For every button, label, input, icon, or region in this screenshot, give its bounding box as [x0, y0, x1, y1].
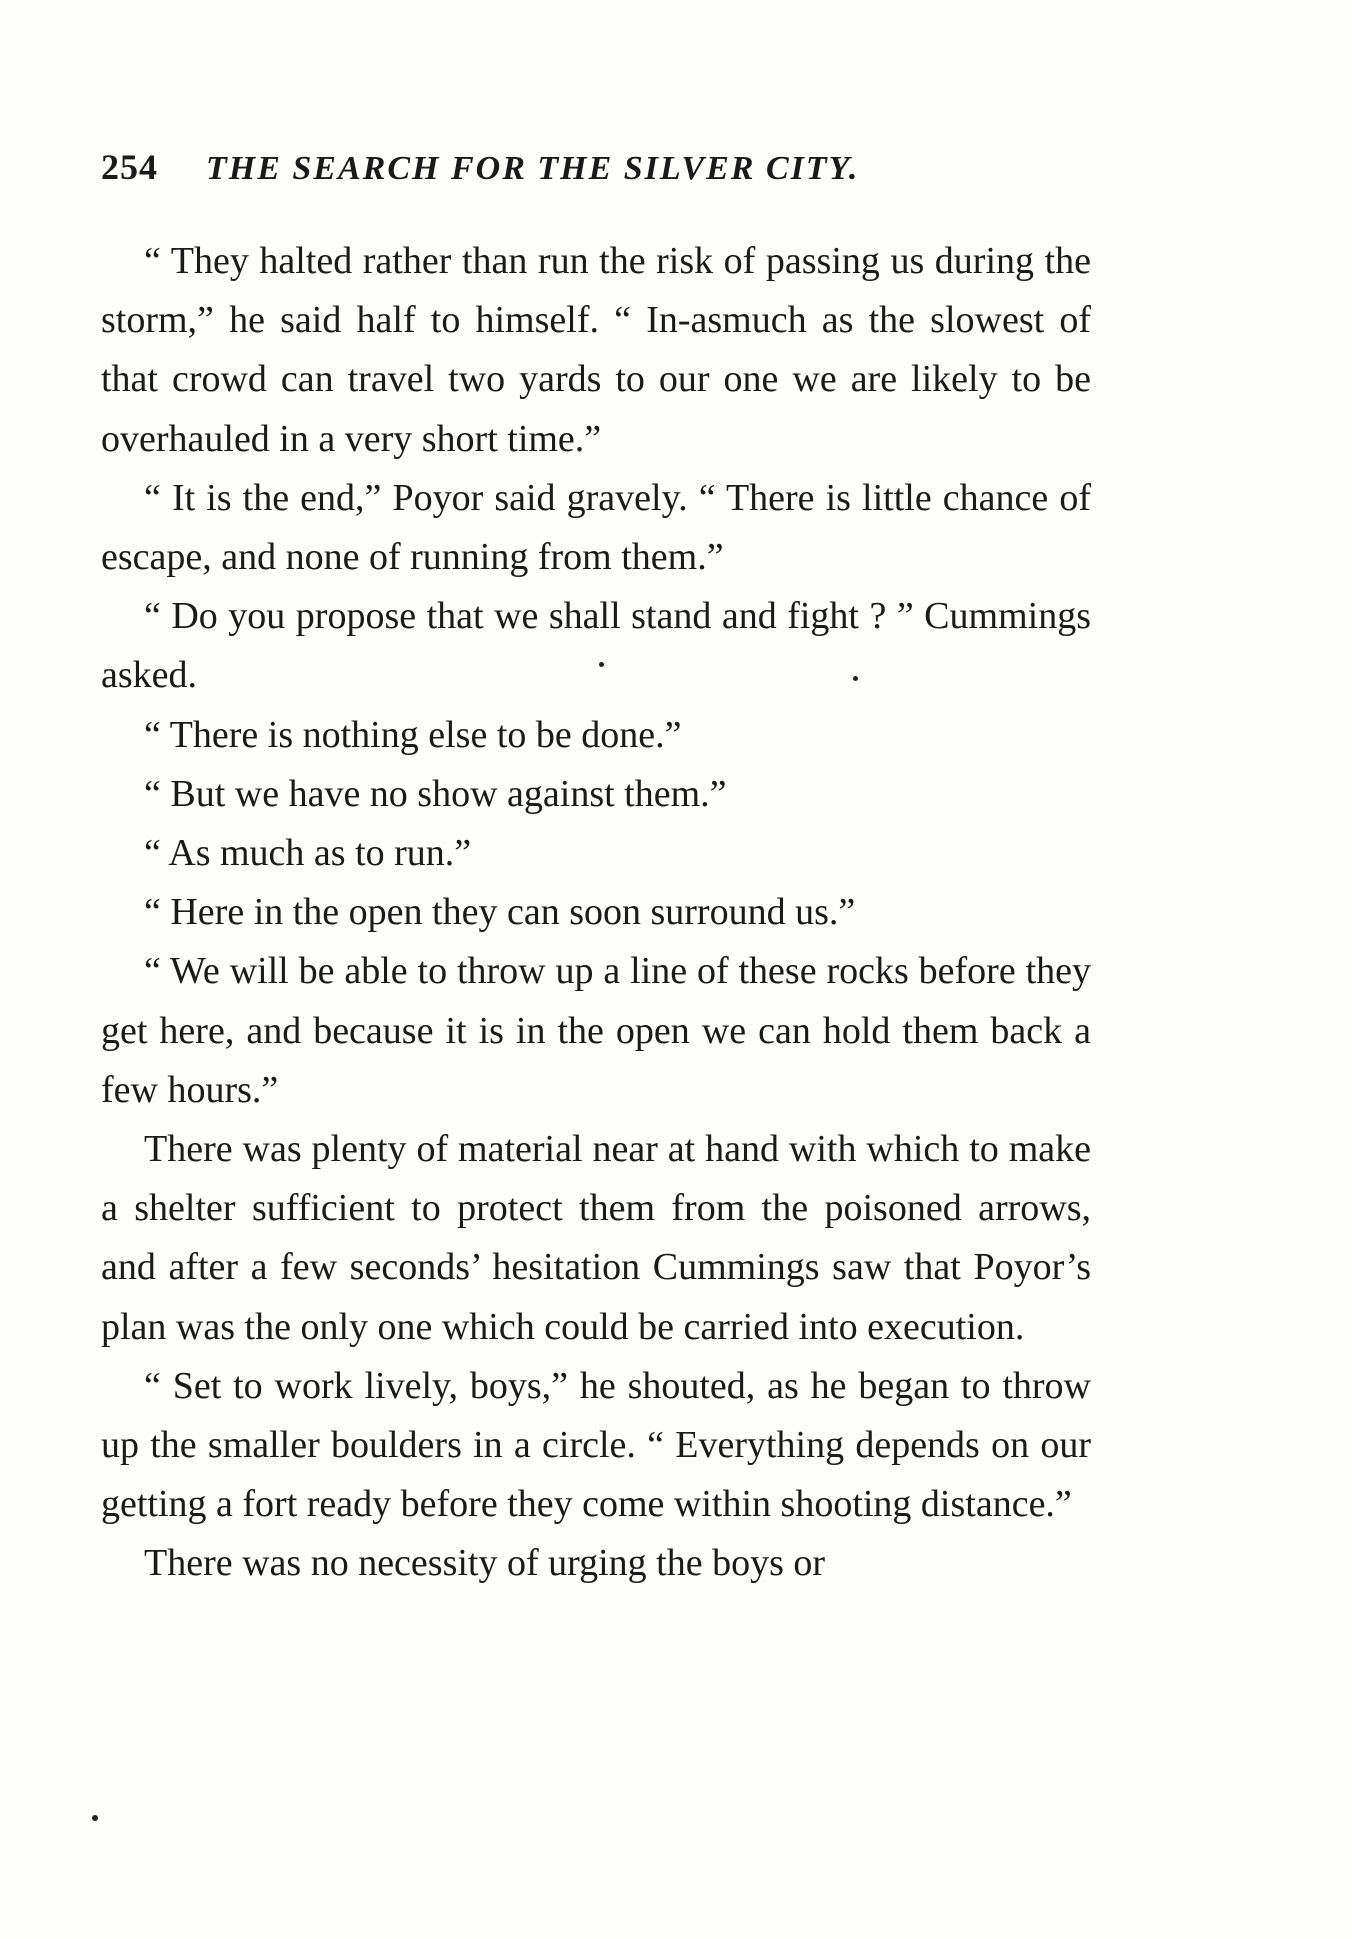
paragraph: “ We will be able to throw up a line of these rocks before they get here, and because it is in the open we can hold them back a few hours.” [101, 950, 1091, 1111]
paragraph: “ Set to work lively, boys,” he shouted, as he began to throw up the smaller boulders in a circle. “ Everything depends on our getting a fort ready before they come within shooting distance.” [101, 1364, 1091, 1526]
paragraph: There was no necessity of urging the boys or [144, 1542, 826, 1585]
paragraph: “ There is nothing else to be done.” [144, 713, 682, 756]
running-head [101, 142, 1091, 192]
paragraph: “ It is the end,” Poyor said gravely. “ There is little chance of escape, and none of running from them.” [101, 476, 1091, 579]
paragraph: “ Here in the open they can soon surround us.” [144, 891, 856, 934]
paragraph: “ Do you propose that we shall stand and fight ? ” Cummings asked. [101, 595, 1091, 697]
paragraph: “ As much as to run.” [144, 832, 472, 875]
print-speck [92, 1815, 98, 1821]
paragraph: There was plenty of material near at hand with which to make a shelter sufficient to protect them from the poisoned arrows, and after a few seconds’ hesitation Cummings saw that Poyor’s plan was the only one which could be carried into execution. [101, 1128, 1091, 1348]
paragraph: “ They halted rather than run the risk of passing us during the storm,” he said half to himself. “ In-asmuch as the slowest of that crowd can travel two yards to our one we are likely to be overhauled in a very short time.” [101, 240, 1091, 460]
paragraph: “ But we have no show against them.” [144, 772, 727, 815]
print-speck [599, 662, 604, 667]
print-speck [853, 676, 858, 681]
text-body [101, 232, 1091, 1594]
page-number: 254 [101, 147, 158, 187]
running-title: THE SEARCH FOR THE SILVER CITY. [206, 150, 860, 187]
